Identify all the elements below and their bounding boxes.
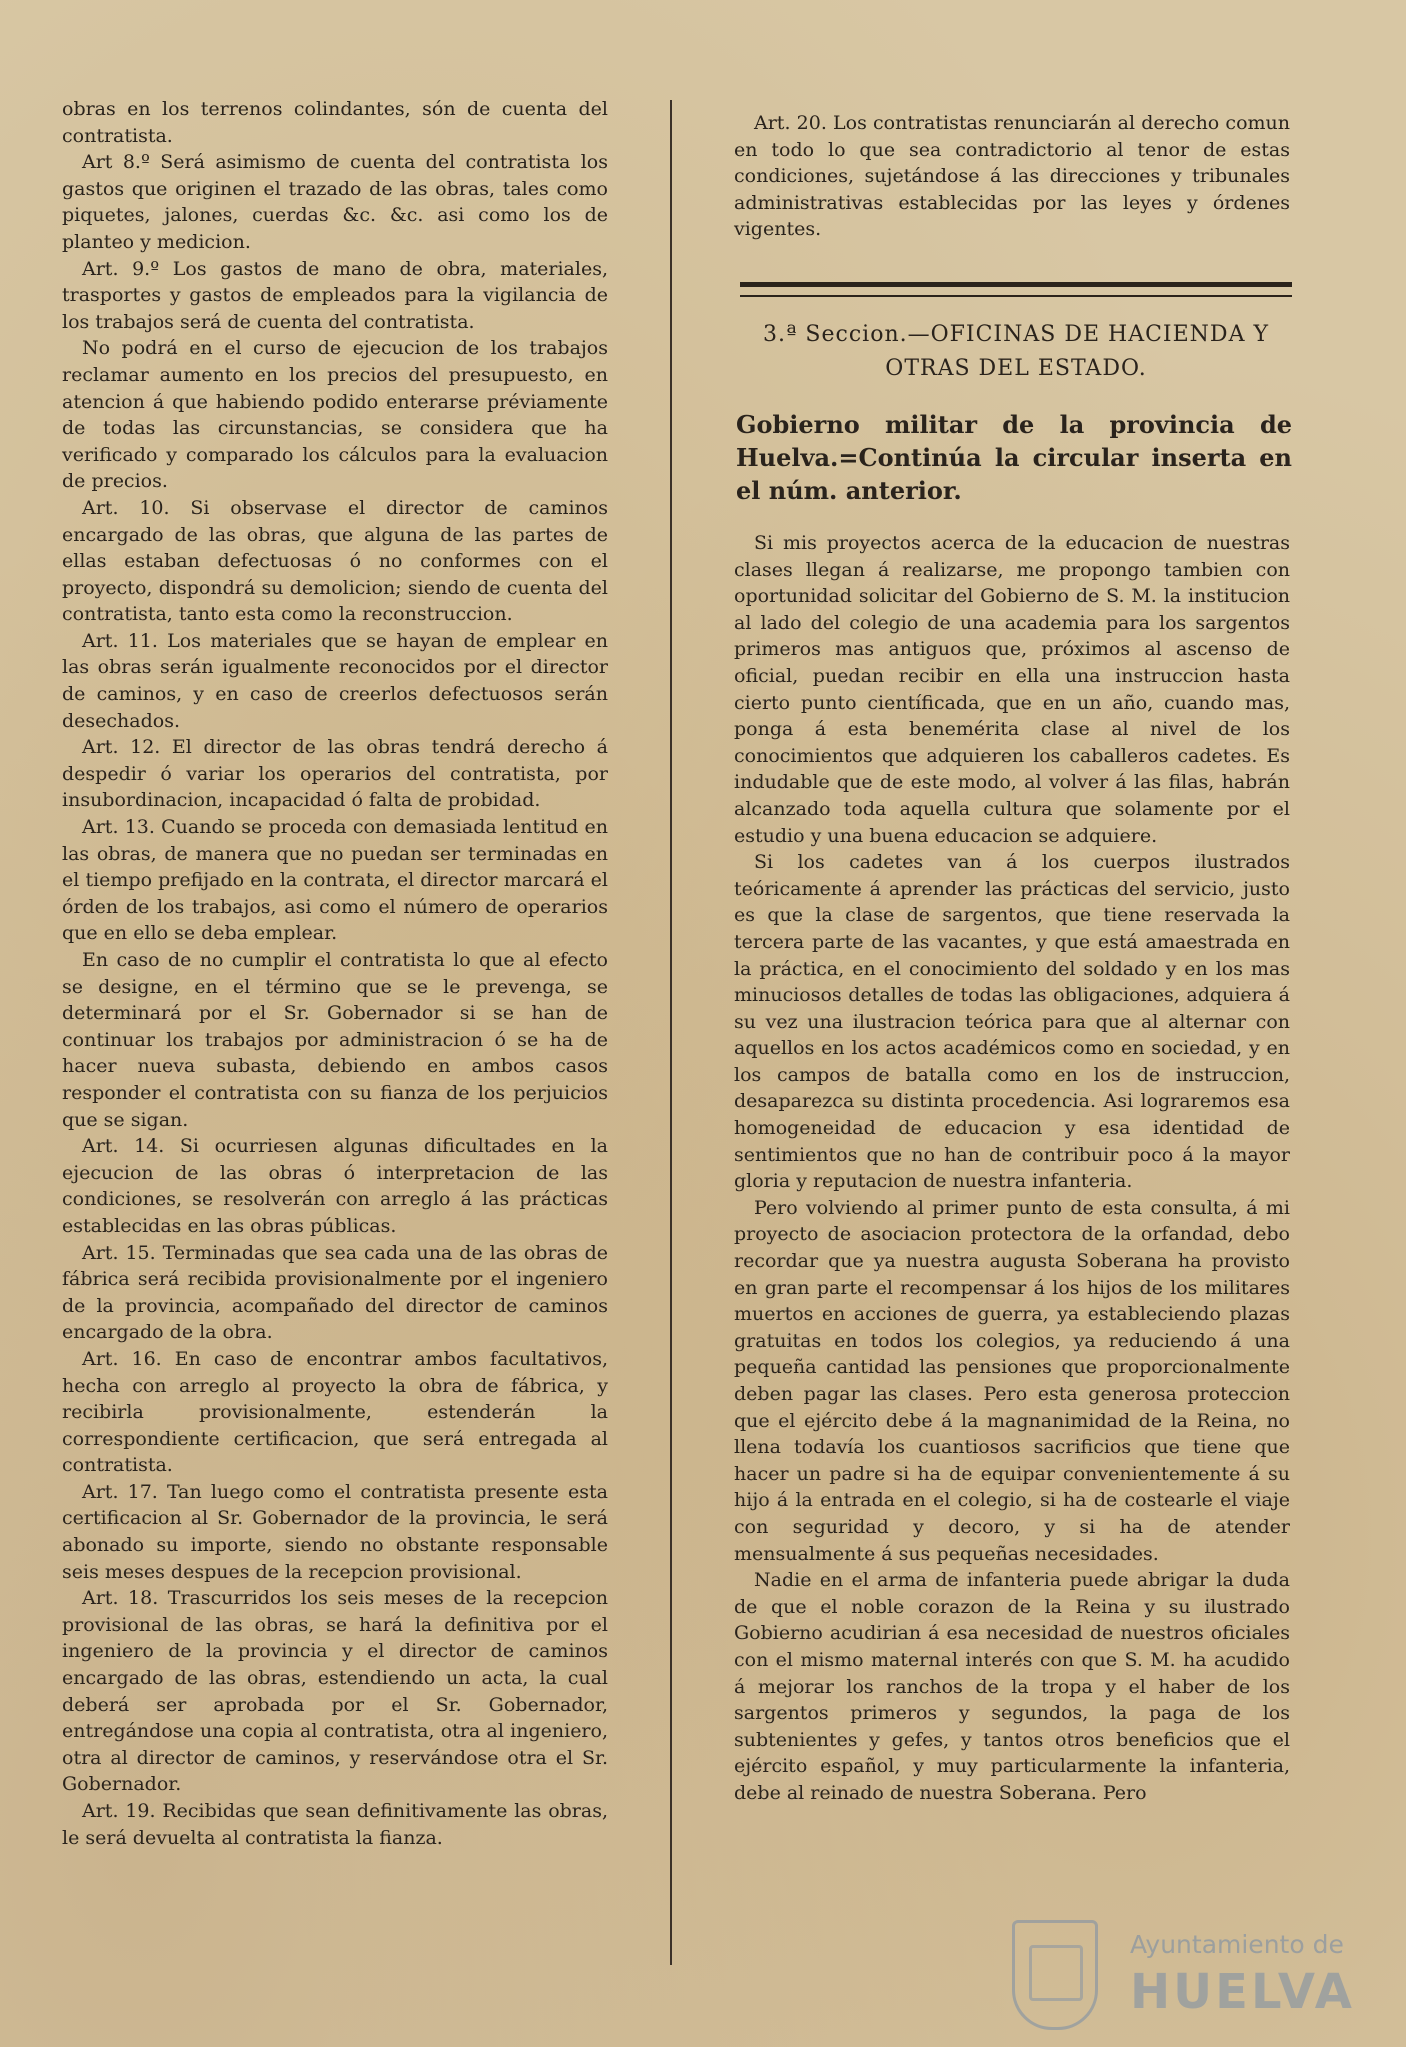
- article-15: Art. 15. Terminadas que sea cada una de las obras de fábrica será recibida provisionalmente por el ingeniero de la provincia, acompañado del director de caminos encargado de la obra.: [62, 1241, 608, 1344]
- paragraph: En caso de no cumplir el contratista lo que al efecto se designe, en el término que se le prevenga, se determinará por el Sr. Gobernador si se han de continuar los trabajos por administracion ó se ha de hacer nueva subasta, debiendo en ambos casos responder el contratista con su fianza de los perjuicios que se sigan.: [62, 949, 608, 1131]
- right-column-top: [734, 110, 1290, 243]
- city-shield-icon: [1012, 1920, 1098, 2030]
- article-11: Art. 11. Los materiales que se hayan de emplear en las obras serán igualmente reconocidos por el director de caminos, y en caso de creerlos defectuosos serán desechados.: [62, 629, 608, 732]
- paragraph: No podrá en el curso de ejecucion de los trabajos reclamar aumento en los precios del presupuesto, en atencion á que habiendo podido enterarse préviamente de todas las circunstancias, se considera que ha verificado y comparado los cálculos para la evaluacion de precios.: [62, 337, 608, 493]
- column-divider: [670, 100, 672, 1965]
- article-12: Art. 12. El director de las obras tendrá derecho á despedir ó variar los operarios del contratista, por insubordinacion, incapacidad ó falta de probidad.: [62, 736, 608, 812]
- article-13: Art. 13. Cuando se proceda con demasiada lentitud en las obras, de manera que no puedan ser terminadas en el tiempo prefijado en la contrata, el director marcará el órden de los trabajos, asi como el número de operarios que en ello se deba emplear.: [62, 816, 608, 945]
- paragraph: Si mis proyectos acerca de la educacion de nuestras clases llegan á realizarse, me propongo tambien con oportunidad solicitar del Gobierno de S. M. la institucion al lado del colegio de una academia para los sargentos primeros mas antiguos que, próximos al ascenso de oficial, puedan recibir en ella una instruccion hasta cierto punto científicada, que en un año, cuando mas, ponga á esta benemérita clase al nivel de los conocimientos que adquieren los caballeros cadetes. Es indudable que de este modo, al volver á las filas, habrán alcanzado toda aquella cultura que solamente por el estudio y una buena educacion se adquiere.: [734, 532, 1290, 847]
- left-column: [62, 96, 608, 1851]
- article-17: Art. 17. Tan luego como el contratista presente esta certificacion al Sr. Gobernador de la provincia, le será abonado su importe, siendo no obstante responsable seis meses despues de la recepcion provisional.: [62, 1480, 608, 1583]
- paragraph: Nadie en el arma de infanteria puede abrigar la duda de que el noble corazon de la Reina y su ilustrado Gobierno acudirian á esa necesidad de nuestros oficiales con el mismo maternal interés con que S. M. ha acudido á mejorar los ranchos de la tropa y el haber de los sargentos primeros y segundos, la paga de los subtenientes y gefes, y tantos otros beneficios que el ejército español, y muy particularmente la infanteria, debe al reinado de nuestra Soberana. Pero: [734, 1569, 1290, 1804]
- article-19: Art. 19. Recibidas que sean definitivamente las obras, le será devuelta al contratista la fianza.: [62, 1800, 608, 1849]
- paragraph: Si los cadetes van á los cuerpos ilustrados teóricamente á aprender las prácticas del servicio, justo es que la clase de sargentos, que tiene reservada la tercera parte de las vacantes, y que está amaestrada en la práctica, en el conocimiento del soldado y en los mas minuciosos detalles de todas las obligaciones, adquiera á su vez una ilustracion teórica para que al alternar con aquellos en los actos académicos como en sociedad, y en los campos de batalla como en los de instruccion, desaparezca su distinta procedencia. Asi lograremos esa homogeneidad de educacion y esa identidad de sentimientos que no han de contribuir poco á la mayor gloria y reputacion de nuestra infanteria.: [734, 851, 1290, 1193]
- article-14: Art. 14. Si ocurriesen algunas dificultades en la ejecucion de las obras ó interpretacion de las condiciones, se resolverán con arreglo á las prácticas establecidas en las obras públicas.: [62, 1135, 608, 1237]
- article-10: Art. 10. Si observase el director de caminos encargado de las obras, que alguna de las partes de ellas estaban defectuosas ó no conformes con el proyecto, dispondrá su demolicion; siendo de cuenta del contratista, tanto esta como la reconstruccion.: [62, 496, 608, 626]
- article-18: Art. 18. Trascurridos los seis meses de la recepcion provisional de las obras, se hará la definitiva por el ingeniero de la provincia y el director de caminos encargado de las obras, estendiendo un acta, la cual deberá ser aprobada por el Sr. Gobernador, entregándose una copia al contratista, otra al ingeniero, otra al director de caminos, y reservándose otra el Sr. Gobernador.: [62, 1587, 608, 1796]
- archive-watermark: [1012, 1920, 1355, 2026]
- article-body: [734, 530, 1290, 1807]
- section-rule: [740, 282, 1292, 297]
- article-16: Art. 16. En caso de encontrar ambos facultativos, hecha con arreglo al proyecto la obra de fábrica, y recibirla provisionalmente, estenderán la correspondiente certificacion, que será entregada al contratista.: [62, 1347, 608, 1477]
- paragraph: Pero volviendo al primer punto de esta consulta, á mi proyecto de asociacion protectora de la orfandad, debo recordar que ya nuestra augusta Soberana ha provisto en gran parte el recompensar á los hijos de los militares muertos en acciones de guerra, ya estableciendo plazas gratuitas en todos los colegios, ya reduciendo á una pequeña cantidad las pensiones que proporcionalmente deben pagar las clases. Pero esta generosa proteccion que el ejército debe á la magnanimidad de la Reina, no llena todavía los cuantiosos sacrificios que tiene que hacer un padre si ha de equipar convenientemente á su hijo á la entrada en el colegio, si ha de costearle el viaje con seguridad y decoro, y si ha de atender mensualmente á sus pequeñas necesidades.: [734, 1196, 1290, 1565]
- article-9: Art. 9.º Los gastos de mano de obra, materiales, trasportes y gastos de empleados para la vigilancia de los trabajos será de cuenta del contratista.: [62, 257, 608, 333]
- article-8: Art 8.º Será asimismo de cuenta del contratista los gastos que originen el trazado de las obras, tales como piquetes, jalones, cuerdas &c. &c. asi como los de planteo y medicion.: [62, 151, 608, 253]
- section-heading: 3.ª Seccion.—OFICINAS DE HACIENDA Y OTRAS DEL ESTADO.: [763, 322, 1269, 381]
- article-headline: Gobierno militar de la provincia de Huelva.=Continúa la circular inserta en el núm. anterior.: [736, 410, 1292, 505]
- watermark-text: Ayuntamiento de: [1130, 1930, 1344, 1959]
- paragraph: obras en los terrenos colindantes, són de cuenta del contratista.: [62, 98, 608, 147]
- article-20: Art. 20. Los contratistas renunciarán al derecho comun en todo lo que sea contradictorio al tenor de estas condiciones, sujetándose á las direcciones y tribunales administrativas establecidas por las leyes y órdenes vigentes.: [734, 112, 1290, 241]
- watermark-city: HUELVA: [1130, 1964, 1355, 2020]
